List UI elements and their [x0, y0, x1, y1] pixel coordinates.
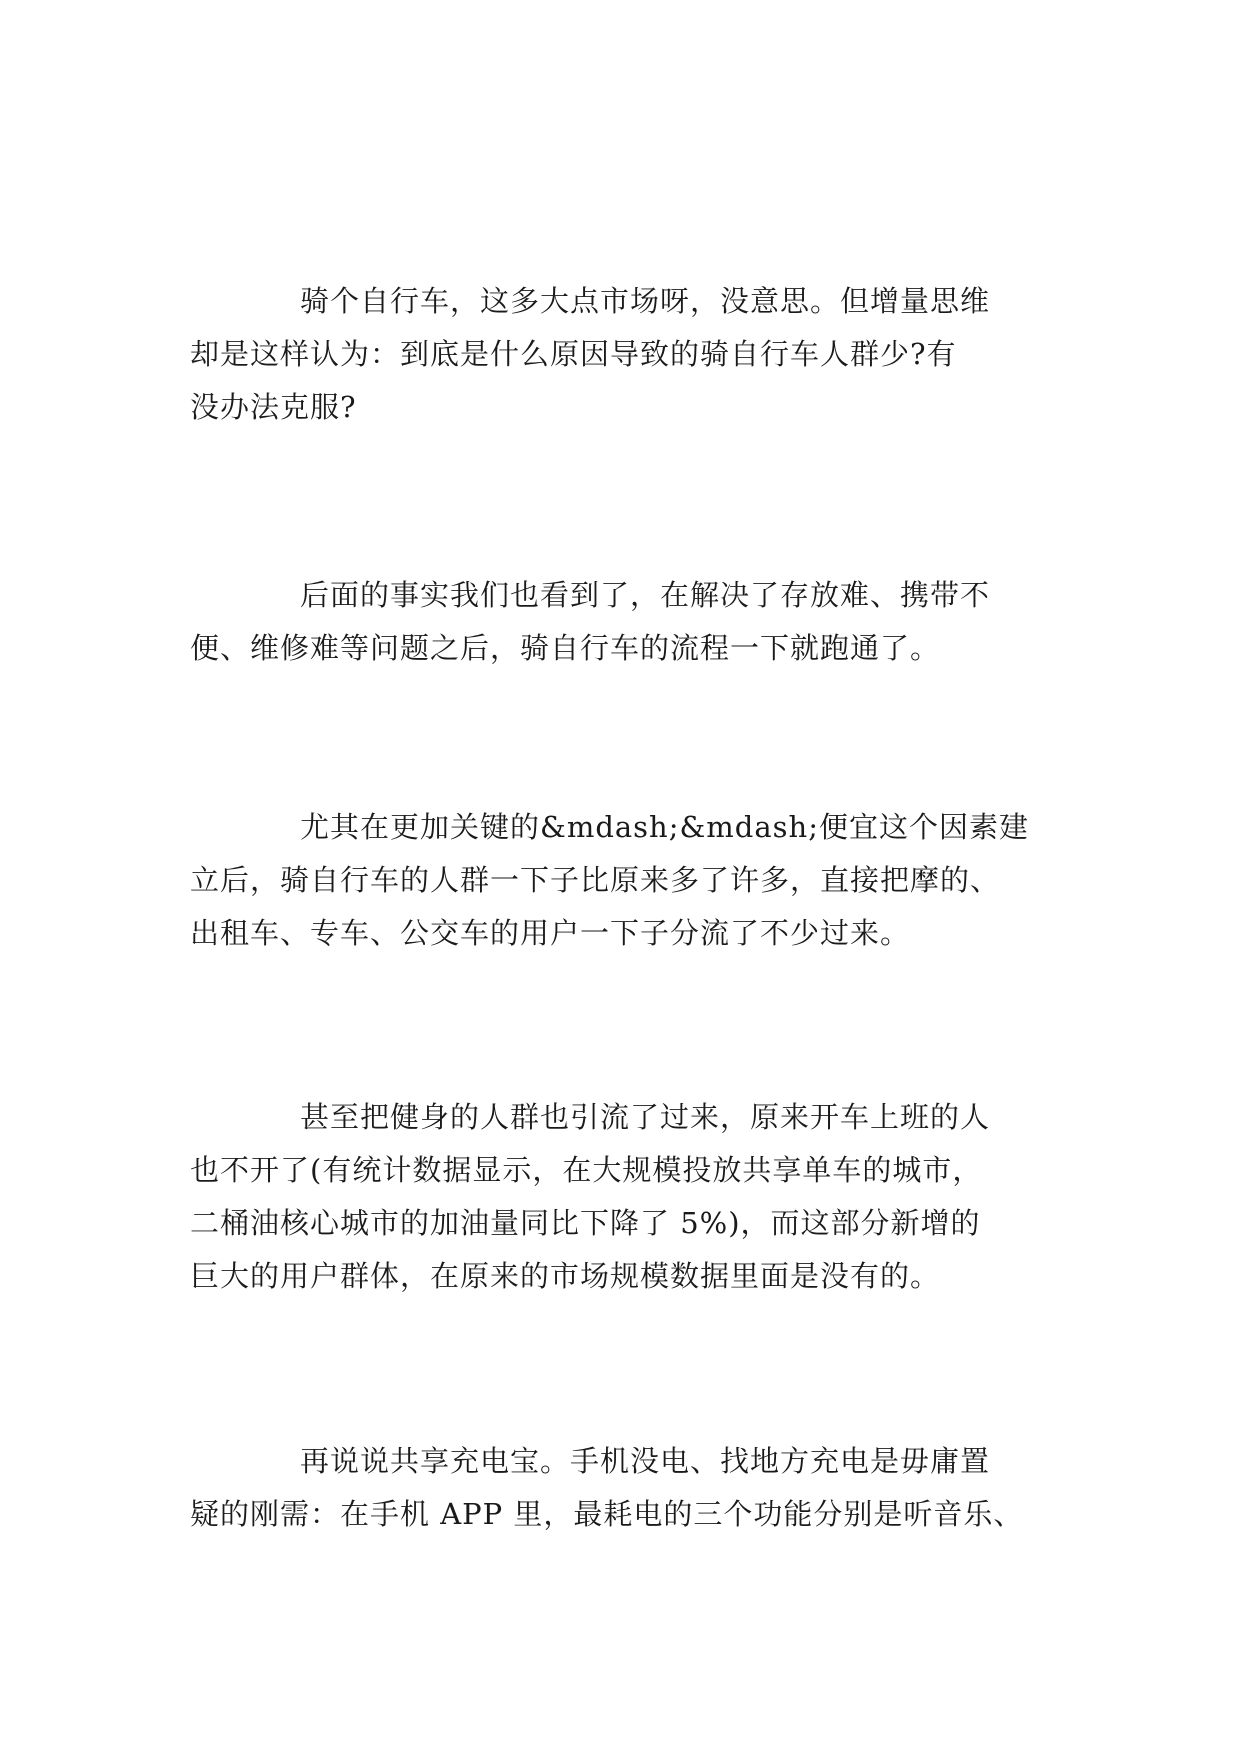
text-line: 二桶油核心城市的加油量同比下降了 5%)，而这部分新增的 [190, 1206, 981, 1240]
paragraph-cheap-factor [190, 801, 1070, 960]
text-line: 出租车、专车、公交车的用户一下子分流了不少过来。 [190, 916, 911, 950]
text-line: 尤其在更加关键的&mdash;&mdash;便宜这个因素建 [300, 810, 1029, 844]
text-line: 却是这样认为：到底是什么原因导致的骑自行车人群少?有 [190, 337, 957, 371]
text-line: 疑的刚需：在手机 APP 里，最耗电的三个功能分别是听音乐、 [190, 1497, 1024, 1531]
text-line: 骑个自行车，这多大点市场呀，没意思。但增量思维 [300, 284, 991, 318]
paragraph-bicycle-market [190, 275, 1070, 434]
paragraph-power-bank [190, 1435, 1070, 1541]
text-line: 也不开了(有统计数据显示，在大规模投放共享单车的城市， [190, 1153, 983, 1187]
text-line: 立后，骑自行车的人群一下子比原来多了许多，直接把摩的、 [190, 863, 1001, 897]
text-line: 巨大的用户群体，在原来的市场规模数据里面是没有的。 [190, 1259, 941, 1293]
text-line: 后面的事实我们也看到了，在解决了存放难、携带不 [300, 578, 991, 612]
text-line: 甚至把健身的人群也引流了过来，原来开车上班的人 [300, 1100, 991, 1134]
text-line: 没办法克服? [190, 390, 357, 424]
text-line: 再说说共享充电宝。手机没电、找地方充电是毋庸置 [300, 1444, 991, 1478]
text-line: 便、维修难等问题之后，骑自行车的流程一下就跑通了。 [190, 631, 941, 665]
paragraph-new-users [190, 1091, 1070, 1303]
paragraph-problems-solved [190, 569, 1070, 675]
